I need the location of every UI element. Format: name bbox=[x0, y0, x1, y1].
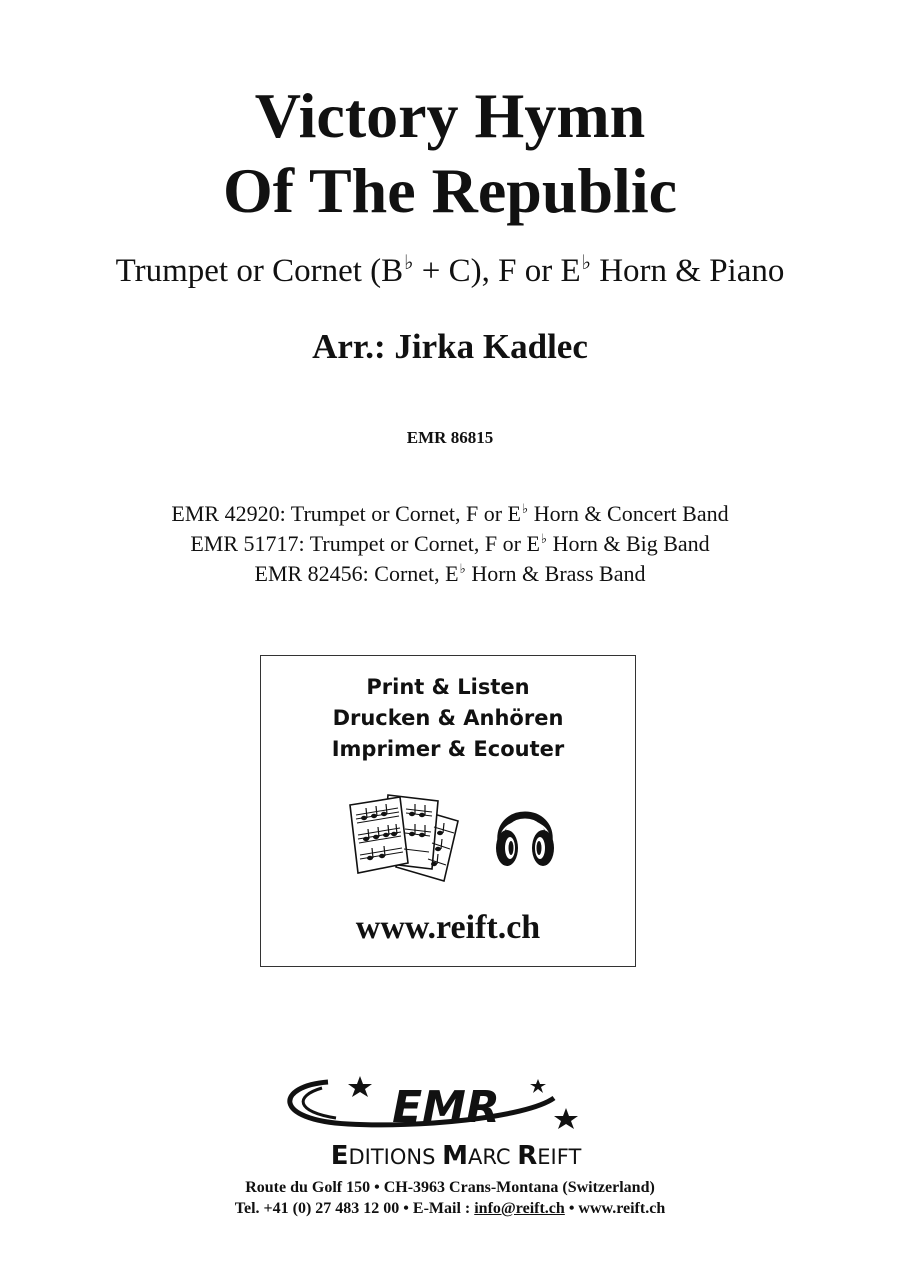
name-rest: EIFT bbox=[537, 1145, 582, 1169]
name-initial: E bbox=[330, 1141, 349, 1170]
flat-sign: ♭ bbox=[521, 500, 529, 516]
print-listen-box bbox=[260, 655, 636, 967]
publisher-address: Route du Golf 150 • CH-3963 Crans-Montana (Switzerland) bbox=[245, 1179, 655, 1196]
instrumentation bbox=[0, 251, 900, 291]
logo-text: EMR bbox=[392, 1082, 500, 1133]
promo-website: www.reift.ch bbox=[355, 909, 541, 946]
contact-website: • www.reift.ch bbox=[564, 1200, 666, 1217]
name-initial: R bbox=[517, 1141, 538, 1170]
instrumentation-part-2: + C), F or E bbox=[413, 253, 581, 289]
version-line bbox=[0, 529, 900, 559]
flat-sign: ♭ bbox=[404, 252, 414, 274]
emr-logo bbox=[236, 1072, 676, 1170]
other-versions bbox=[0, 499, 900, 589]
instrumentation-part-3: Horn & Piano bbox=[590, 253, 785, 289]
version-text: Horn & Brass Band bbox=[465, 561, 646, 586]
name-rest: DITIONS bbox=[348, 1145, 443, 1169]
flat-sign: ♭ bbox=[459, 560, 466, 576]
flat-sign: ♭ bbox=[540, 530, 548, 546]
version-text: EMR 42920: Trumpet or Cornet, F or E bbox=[171, 501, 521, 526]
promo-line-french: Imprimer & Ecouter bbox=[331, 737, 565, 761]
promo-line-english: Print & Listen bbox=[366, 675, 530, 699]
promo-line-german: Drucken & Anhören bbox=[332, 706, 564, 730]
arranger: Arr.: Jirka Kadlec bbox=[312, 327, 588, 366]
publisher-name bbox=[331, 1141, 582, 1170]
email-link[interactable]: info@reift.ch bbox=[474, 1200, 565, 1217]
publisher-contact bbox=[0, 1198, 900, 1219]
contact-phone: Tel. +41 (0) 27 483 12 00 • E-Mail : bbox=[234, 1200, 475, 1217]
name-initial: M bbox=[442, 1141, 468, 1170]
headphones-icon bbox=[493, 796, 557, 872]
instrumentation-part-1: Trumpet or Cornet (B bbox=[115, 253, 404, 289]
catalog-number: EMR 86815 bbox=[406, 428, 494, 447]
title-line-2: Of The Republic bbox=[223, 155, 677, 226]
version-line bbox=[0, 559, 900, 589]
version-text: Horn & Big Band bbox=[547, 531, 710, 556]
version-text: EMR 51717: Trumpet or Cornet, F or E bbox=[190, 531, 540, 556]
flat-sign: ♭ bbox=[581, 252, 591, 274]
version-text: EMR 82456: Cornet, E bbox=[254, 561, 459, 586]
sheet-music-icon bbox=[344, 789, 468, 884]
version-text: Horn & Concert Band bbox=[528, 501, 729, 526]
title-line-1: Victory Hymn bbox=[254, 80, 646, 151]
version-line bbox=[0, 499, 900, 529]
name-rest: ARC bbox=[468, 1145, 518, 1169]
